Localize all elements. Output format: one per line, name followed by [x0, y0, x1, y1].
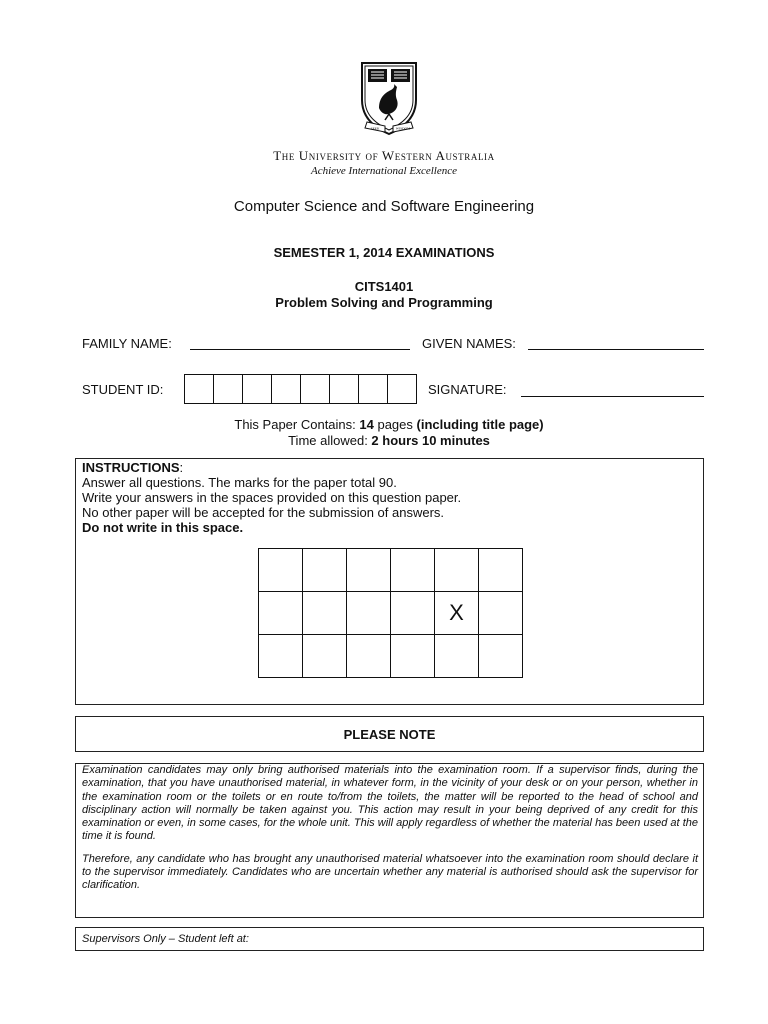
supervisor-text: Supervisors Only – Student left at:	[82, 933, 249, 945]
please-note-title: PLEASE NOTE	[343, 727, 436, 742]
marks-cell	[259, 635, 303, 678]
marks-cell-crossed: X	[435, 592, 479, 635]
given-names-label: GIVEN NAMES:	[422, 336, 516, 351]
unit-code: CITS1401	[354, 279, 414, 294]
university-crest-icon	[359, 60, 419, 138]
paper-contains: This Paper Contains: 14 pages (including title page)	[234, 417, 544, 432]
instruction-line: Write your answers in the spaces provided on this question paper.	[82, 490, 462, 505]
student-id-digit-box[interactable]	[271, 374, 301, 404]
warning-text	[82, 764, 698, 902]
student-id-digit-box[interactable]	[242, 374, 272, 404]
student-id-digit-box[interactable]	[184, 374, 214, 404]
including-title-page: (including title page)	[416, 417, 544, 432]
instructions: INSTRUCTIONS: Answer all questions. The marks for the paper total 90. Write your answers in the spaces provided on this question paper. No other paper will be accepted for the submission of answers. Do not write in this space.	[82, 460, 462, 535]
signature-label: SIGNATURE:	[428, 382, 507, 397]
student-id-boxes[interactable]	[184, 374, 417, 404]
unit-name: Problem Solving and Programming	[275, 295, 493, 310]
student-id-digit-box[interactable]	[358, 374, 388, 404]
marks-grid-row	[259, 592, 523, 635]
marks-cell	[347, 592, 391, 635]
marks-cell	[479, 635, 523, 678]
time-allowed-value: 2 hours 10 minutes	[371, 433, 490, 448]
student-id-digit-box[interactable]	[300, 374, 330, 404]
marks-cell	[479, 592, 523, 635]
marks-cell	[303, 635, 347, 678]
marks-cell	[391, 592, 435, 635]
marks-cell	[479, 549, 523, 592]
crest-scroll-left: SEEK	[370, 126, 380, 131]
family-name-field[interactable]	[190, 349, 410, 350]
marks-cell	[347, 635, 391, 678]
department-name: Computer Science and Software Engineering	[233, 198, 535, 215]
marks-cell	[259, 592, 303, 635]
marks-grid	[258, 548, 523, 678]
warning-paragraph: Therefore, any candidate who has brought any unauthorised material whatsoever into the examination room should declare it to the supervisor immediately. Candidates who are uncertain whether any material is authorised should ask the supervisor for clarification.	[82, 852, 698, 892]
signature-field[interactable]	[521, 396, 704, 397]
crest-scroll-right: WISDOM	[395, 126, 411, 131]
marks-grid-row	[259, 635, 523, 678]
student-id-digit-box[interactable]	[329, 374, 359, 404]
exam-semester: SEMESTER 1, 2014 EXAMINATIONS	[273, 245, 495, 260]
student-id-label: STUDENT ID:	[82, 382, 164, 397]
university-name: The University of Western Australia	[273, 148, 495, 163]
given-names-field[interactable]	[528, 349, 704, 350]
page-count: 14	[359, 417, 374, 432]
university-motto: Achieve International Excellence	[311, 165, 457, 177]
student-id-digit-box[interactable]	[387, 374, 417, 404]
marks-cell	[391, 635, 435, 678]
warning-paragraph: Examination candidates may only bring authorised materials into the examination room. If a supervisor finds, during the examination, that you have unauthorised material, in whatever form, in the vicinity of your desk or on your person, whether in the examination room or the toilets or en route to/from the toilets, the matter will be reported to the head of school and disciplinary action will normally be taken against you. This action may result in your being deprived of any credit for this examination or even, in some cases, for the whole unit. This will apply regardless of whether the material has been used at the time it is found.	[82, 764, 698, 843]
marks-cell	[391, 549, 435, 592]
marks-cell	[435, 549, 479, 592]
marks-cell	[435, 635, 479, 678]
instruction-line-bold: Do not write in this space.	[82, 520, 244, 535]
marks-cell	[347, 549, 391, 592]
marks-grid-row	[259, 549, 523, 592]
instruction-line: No other paper will be accepted for the submission of answers.	[82, 505, 445, 520]
marks-cell	[303, 549, 347, 592]
instruction-line: Answer all questions. The marks for the paper total 90.	[82, 475, 397, 490]
marks-cell	[259, 549, 303, 592]
family-name-label: FAMILY NAME:	[82, 336, 172, 351]
time-allowed: Time allowed: 2 hours 10 minutes	[288, 433, 490, 448]
student-id-digit-box[interactable]	[213, 374, 243, 404]
marks-cell	[303, 592, 347, 635]
instructions-title: INSTRUCTIONS	[82, 460, 180, 475]
